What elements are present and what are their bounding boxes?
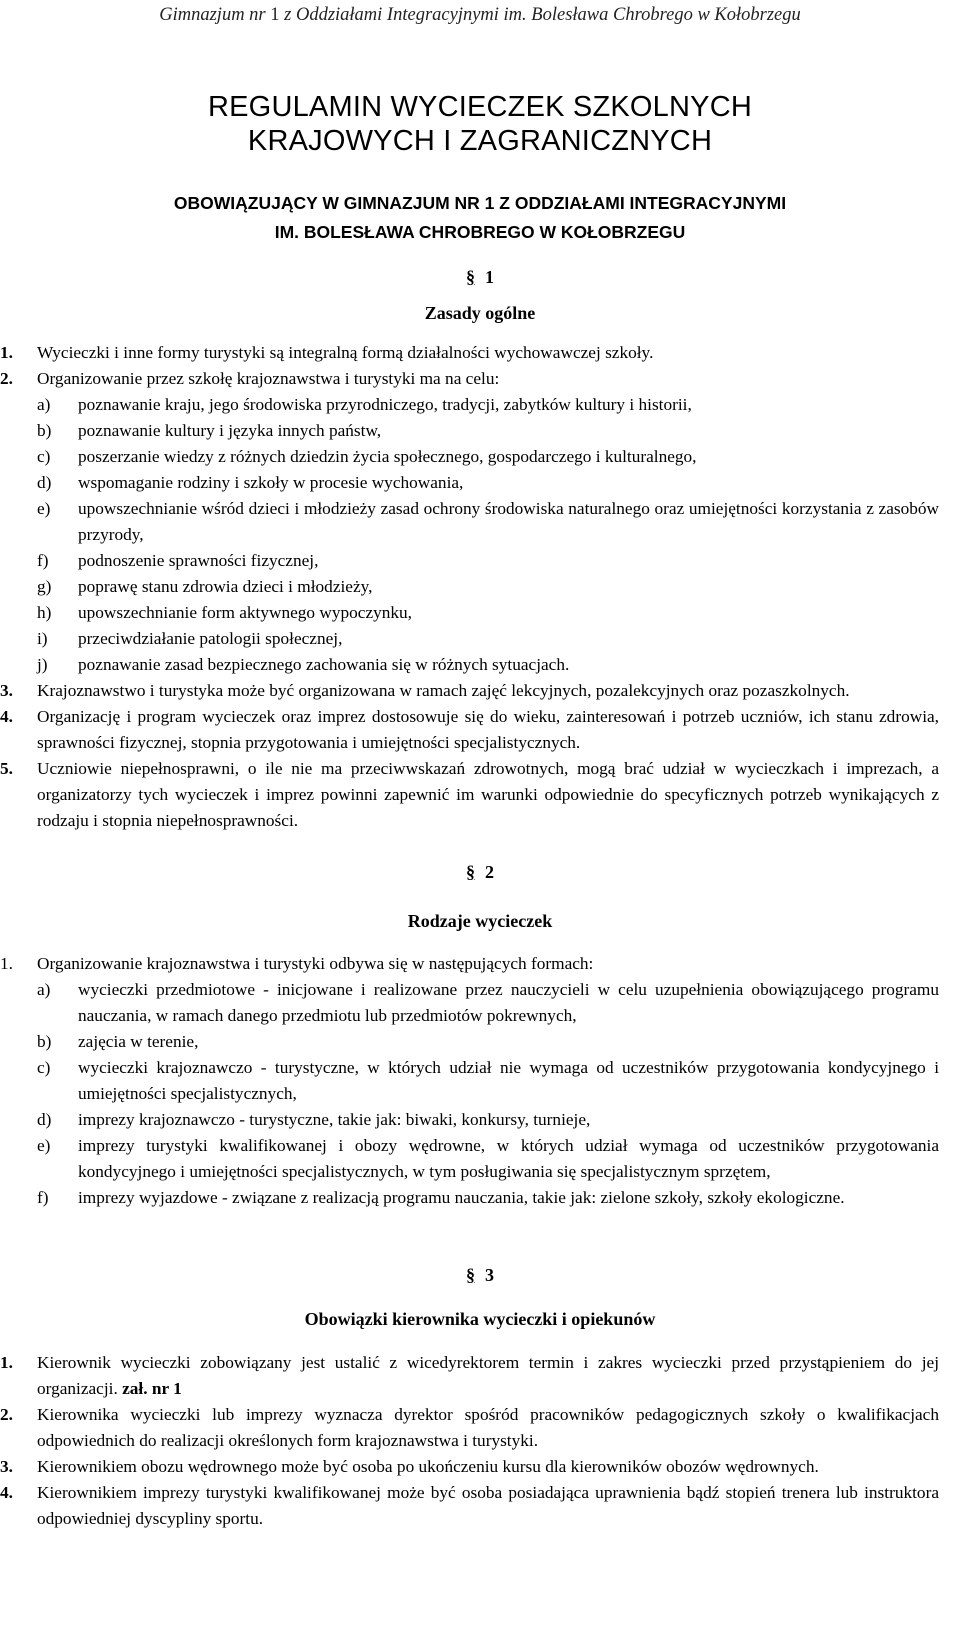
- section-1-number: § 1: [466, 267, 494, 287]
- title-line-1: REGULAMIN WYCIECZEK SZKOLNYCH: [208, 91, 752, 123]
- list-item: g) poprawę stanu zdrowia dzieci i młodzieży,: [37, 577, 373, 596]
- list-item: f) imprezy wyjazdowe - związane z realizacją programu nauczania, takie jak: zielone szkoły, szkoły ekologiczne.: [37, 1188, 845, 1207]
- running-header: Gimnazjum nr 1 z Oddziałami Integracyjnymi im. Bolesława Chrobrego w Kołobrzegu: [159, 5, 801, 25]
- list-item: h) upowszechnianie form aktywnego wypoczynku,: [37, 603, 413, 622]
- point: 1. Wycieczki i inne formy turystyki są integralną formą działalności wychowawczej szkoły.: [0, 343, 654, 362]
- section-3-number: § 3: [466, 1265, 494, 1285]
- list-item: a) poznawanie kraju, jego środowiska przyrodniczego, tradycji, zabytków kultury i historii,: [37, 395, 692, 414]
- point: 3. Krajoznawstwo i turystyka może być organizowana w ramach zajęć lekcyjnych, pozalekcyjnych oraz pozaszkolnych.: [0, 681, 850, 700]
- list-item: i) przeciwdziałanie patologii społecznej,: [37, 629, 343, 648]
- list-item: d) wspomaganie rodziny i szkoły w procesie wychowania,: [37, 473, 464, 492]
- section-2-body: [0, 951, 960, 1211]
- list-item: a) wycieczki przedmiotowe - inicjowane i realizowane przez nauczycieli w celu uzupełnienia obowiązującego programu nauczania, w ramach danego przedmiotu lub przedmiotów pokrewnych,: [37, 980, 939, 1025]
- list-item: j) poznawanie zasad bezpiecznego zachowania się w różnych sytuacjach.: [37, 655, 570, 674]
- list-item: b) zajęcia w terenie,: [37, 1032, 199, 1051]
- section-2-number: § 2: [466, 862, 494, 882]
- list-item: c) wycieczki krajoznawczo - turystyczne, w których udział nie wymaga od uczestników przygotowania kondycyjnego i umiejętności specjalistycznych,: [37, 1058, 939, 1103]
- list-item: e) upowszechnianie wśród dzieci i młodzieży zasad ochrony środowiska naturalnego oraz umiejętności korzystania z zasobów przyrody,: [37, 499, 939, 544]
- point: 5. Uczniowie niepełnosprawni, o ile nie ma przeciwwskazań zdrowotnych, mogą brać udział w wycieczkach i imprezach, a organizatorzy tych wycieczek i imprez powinni zapewnić im warunki odpowiednie do specyficznych potrzeb wynikających z rodzaju i stopnia niepełnosprawności.: [0, 759, 939, 830]
- section-1-heading: Zasady ogólne: [424, 303, 536, 323]
- point: 1. Kierownik wycieczki zobowiązany jest ustalić z wicedyrektorem termin i zakres wycieczki przed przystąpieniem do jej organizacji. zał. nr 1: [0, 1353, 939, 1398]
- point: 3. Kierownikiem obozu wędrownego może być osoba po ukończeniu kursu dla kierowników obozów wędrownych.: [0, 1457, 819, 1476]
- section-2-heading: Rodzaje wycieczek: [407, 911, 553, 931]
- list-item: c) poszerzanie wiedzy z różnych dziedzin życia społecznego, gospodarczego i kulturalnego,: [37, 447, 697, 466]
- subtitle-line-1: OBOWIĄZUJĄCY W GIMNAZJUM NR 1 Z ODDZIAŁAMI INTEGRACYJNYMI: [173, 193, 787, 213]
- point: 1. Organizowanie krajoznawstwa i turystyki odbywa się w następujących formach:: [0, 954, 594, 973]
- document-subtitle: [0, 189, 960, 247]
- list-item: f) podnoszenie sprawności fizycznej,: [37, 551, 319, 570]
- point: 4. Organizację i program wycieczek oraz imprez dostosowuje się do wieku, zainteresowań i potrzeb uczniów, ich stanu zdrowia, sprawności fizycznej, stopnia przygotowania i umiejętności specjalistycznych.: [0, 707, 939, 752]
- point: 2. Kierownika wycieczki lub imprezy wyznacza dyrektor spośród pracowników pedagogicznych szkoły o kwalifikacjach odpowiednich do realizacji określonych form krajoznawstwa i turystyki.: [0, 1405, 939, 1450]
- section-3-heading: Obowiązki kierownika wycieczki i opiekunów: [304, 1309, 656, 1329]
- section-3-body: [0, 1350, 960, 1532]
- title-line-2: KRAJOWYCH I ZAGRANICZNYCH: [247, 125, 713, 157]
- attachment-ref: zał. nr 1: [122, 1379, 182, 1398]
- point: 4. Kierownikiem imprezy turystyki kwalifikowanej może być osoba posiadająca uprawnienia bądź stopień trenera lub instruktora odpowiedniej dyscypliny sportu.: [0, 1483, 939, 1528]
- list-item: d) imprezy krajoznawczo - turystyczne, takie jak: biwaki, konkursy, turnieje,: [37, 1110, 591, 1129]
- section-1-body: [0, 340, 960, 834]
- point: 2. Organizowanie przez szkołę krajoznawstwa i turystyki ma na celu:: [0, 369, 500, 388]
- list-item: b) poznawanie kultury i języka innych państw,: [37, 421, 382, 440]
- document-title: [0, 90, 960, 158]
- list-item: e) imprezy turystyki kwalifikowanej i obozy wędrowne, w których udział wymaga od uczestników przygotowania kondycyjnego i umiejętności specjalistycznych, w tym posługiwania się specjalistycznym sprzętem,: [37, 1136, 939, 1181]
- subtitle-line-2: IM. BOLESŁAWA CHROBREGO W KOŁOBRZEGU: [274, 222, 686, 242]
